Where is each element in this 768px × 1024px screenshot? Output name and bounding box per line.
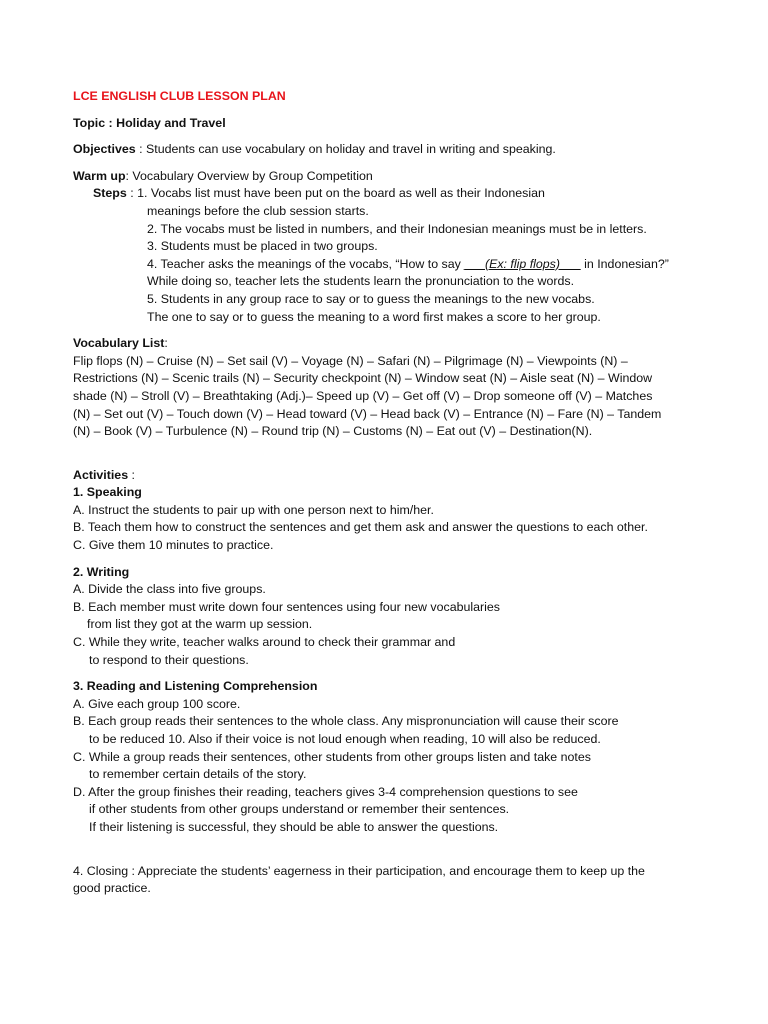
activities-heading (73, 467, 713, 485)
step-1-line (73, 185, 713, 203)
reading-item-c-continuation: to remember certain details of the story. (89, 767, 307, 782)
vocabulary-list-line-4: (N) – Set out (V) – Touch down (V) – Head toward (V) – Head back (V) – Entrance (N) – Fare (N) – Tandem (73, 406, 662, 421)
vocabulary-list-line-5: (N) – Book (V) – Turbulence (N) – Round trip (N) – Customs (N) – Eat out (V) – Destination(N). (73, 424, 593, 439)
reading-heading: 3. Reading and Listening Comprehension (73, 679, 318, 694)
writing-item-c-continuation: to respond to their questions. (89, 652, 249, 667)
speaking-heading: 1. Speaking (73, 485, 142, 500)
reading-item-d: D. After the group finishes their reading, teachers gives 3-4 comprehension questions to see (73, 784, 578, 799)
step-4-prefix: 4. Teacher asks the meanings of the vocabs, “How to say (147, 256, 465, 271)
document-title: LCE ENGLISH CLUB LESSON PLAN (73, 89, 286, 103)
warmup-line (73, 168, 713, 186)
vocabulary-list-line-2: Restrictions (N) – Scenic trails (N) – Security checkpoint (N) – Window seat (N) – Aisle seat (N) – Window (73, 371, 653, 386)
step-2-text: 2. The vocabs must be listed in numbers, and their Indonesian meanings must be in letters. (147, 221, 647, 236)
writing-item-b: B. Each member must write down four sentences using four new vocabularies (73, 599, 500, 614)
writing-item-c: C. While they write, teacher walks around to check their grammar and (73, 635, 456, 650)
step-3-text: 3. Students must be placed in two groups. (147, 239, 378, 254)
activities-label: Activities (73, 467, 129, 482)
writing-item-b-continuation: from list they got at the warm up session. (87, 617, 313, 632)
step-1-continuation: meanings before the club session starts. (147, 203, 369, 218)
step-4-continuation: While doing so, teacher lets the students learn the pronunciation to the words. (147, 274, 575, 289)
topic-value: Holiday and Travel (112, 115, 226, 130)
topic-line (73, 115, 713, 133)
reading-item-d-continuation-2: If their listening is successful, they should be able to answer the questions. (89, 819, 499, 834)
reading-item-c: C. While a group reads their sentences, other students from other groups listen and take notes (73, 749, 591, 764)
lesson-plan-document (73, 88, 713, 898)
closing-line-2: good practice. (73, 881, 151, 896)
objectives-value: : Students can use vocabulary on holiday and travel in writing and speaking. (135, 142, 556, 157)
speaking-item-a: A. Instruct the students to pair up with one person next to him/her. (73, 502, 434, 517)
warmup-value: : Vocabulary Overview by Group Competition (125, 168, 373, 183)
topic-label: Topic : (73, 115, 113, 130)
writing-heading: 2. Writing (73, 564, 130, 579)
objectives-line (73, 141, 713, 159)
speaking-item-c: C. Give them 10 minutes to practice. (73, 538, 274, 553)
reading-item-a: A. Give each group 100 score. (73, 696, 241, 711)
vocabulary-list-line-1: Flip flops (N) – Cruise (N) – Set sail (V) – Voyage (N) – Safari (N) – Pilgrimage (N) – Viewpoints (N) – (73, 353, 628, 368)
step-4-example-blank: ___(Ex: flip flops)___ (464, 256, 581, 271)
steps-label: Steps (93, 186, 127, 201)
activities-separator: : (128, 467, 135, 482)
step-5-text: 5. Students in any group race to say or to guess the meanings to the new vocabs. (147, 291, 595, 306)
reading-item-b-continuation: to be reduced 10. Also if their voice is not loud enough when reading, 10 will also be reduced. (89, 732, 601, 746)
vocabulary-heading (73, 335, 713, 353)
steps-separator: : (126, 186, 138, 201)
vocabulary-label: Vocabulary List (73, 336, 165, 351)
step-1-text: 1. Vocabs list must have been put on the board as well as their Indonesian (137, 186, 545, 201)
vocabulary-colon: : (164, 336, 168, 351)
speaking-item-b: B. Teach them how to construct the sentences and get them ask and answer the questions to each other. (73, 520, 648, 535)
reading-item-b: B. Each group reads their sentences to the whole class. Any mispronunciation will cause their score (73, 714, 619, 729)
closing-line-1: 4. Closing : Appreciate the students’ eagerness in their participation, and encourage them to keep up the (73, 863, 645, 878)
writing-item-a: A. Divide the class into five groups. (73, 582, 266, 597)
objectives-label: Objectives (73, 142, 136, 157)
step-5-continuation: The one to say or to guess the meaning to a word first makes a score to her group. (147, 309, 601, 324)
step-4-suffix: in Indonesian?” (580, 256, 669, 271)
reading-item-d-continuation-1: if other students from other groups understand or remember their sentences. (89, 802, 510, 817)
step-4-line (73, 256, 713, 274)
warmup-label: Warm up (73, 168, 126, 183)
vocabulary-list-line-3: shade (N) – Stroll (V) – Breathtaking (Adj.)– Speed up (V) – Get off (V) – Drop someone off (V) – Matches (73, 388, 653, 403)
